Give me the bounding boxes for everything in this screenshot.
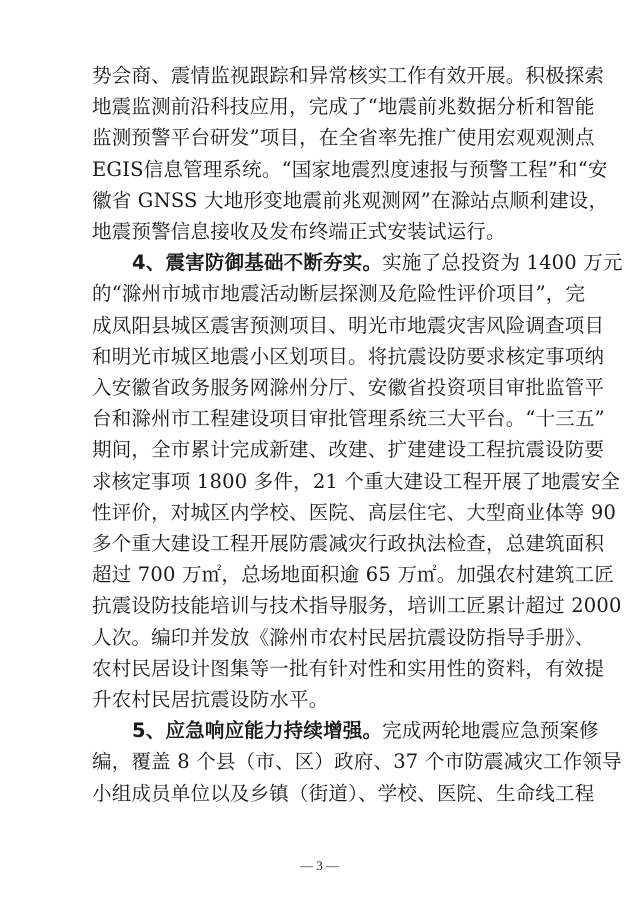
body-text-line: 求核定事项 1800 多件，21 个重大建设工程开展了地震安全 <box>92 469 621 493</box>
body-text-line: 监测预警平台研发”项目，在全省率先推广使用宏观观测点 <box>92 126 595 150</box>
page-number: — 3 — <box>300 858 339 873</box>
body-text-line: 抗震设防技能培训与技术指导服务，培训工匠累计超过 2000 <box>92 594 622 618</box>
body-text-line: 超过 700 万㎡，总场地面积逾 65 万㎡。加强农村建筑工匠 <box>92 563 615 587</box>
body-text-line: 多个重大建设工程开展防震减灾行政执法检查，总建筑面积 <box>92 532 605 555</box>
body-text-line: 农村民居设计图集等一批有针对性和实用性的资料，有效提 <box>92 656 605 680</box>
section-4-heading: 4、震害防御基础不断夯实。 <box>132 251 383 275</box>
body-text-line: 台和滁州市工程建设项目审批管理系统三大平台。“十三五” <box>92 407 605 431</box>
body-text-line: 徽省 GNSS 大地形变地震前兆观测网”在滁站点顺利建设， <box>92 188 609 212</box>
body-text-line: 小组成员单位以及乡镇（街道）、学校、医院、生命线工程 <box>92 781 595 805</box>
body-text-line: 入安徽省政务服务网滁州分厅、安徽省投资项目审批监管平 <box>92 376 605 399</box>
body-text-line: 和明光市城区地震小区划项目。将抗震设防要求核定事项纳 <box>92 344 605 368</box>
body-text-line: 势会商、震情监视跟踪和异常核实工作有效开展。积极探索 <box>92 64 605 87</box>
section-4-first-line-text: 实施了总投资为 1400 万元 <box>382 251 623 275</box>
body-text-line: 地震预警信息接收及发布终端正式安装试运行。 <box>92 220 506 243</box>
body-text-line: 升农村民居抗震设防水平。 <box>92 688 329 711</box>
section-5-first-line <box>132 715 599 747</box>
section-5-first-line-text: 完成两轮地震应急预案修 <box>382 719 599 743</box>
body-text-line: 成凤阳县城区震害预测项目、明光市地震灾害风险调查项目 <box>92 313 605 337</box>
body-text-line: 地震监测前沿科技应用，完成了“地震前兆数据分析和智能 <box>92 95 595 119</box>
section-5-heading: 5、应急响应能力持续增强。 <box>132 719 383 743</box>
body-text-line: 的“滁州市城市地震活动断层探测及危险性评价项目”，完 <box>92 282 586 306</box>
body-text-line: 期间，全市累计完成新建、改建、扩建建设工程抗震设防要 <box>92 438 605 462</box>
body-text-line: EGIS信息管理系统。“国家地震烈度速报与预警工程”和“安 <box>92 157 608 181</box>
section-4-first-line <box>132 247 623 279</box>
body-text-line: 人次。编印并发放《滁州市农村民居抗震设防指导手册》、 <box>92 625 595 649</box>
body-text-line: 性评价，对城区内学校、医院、高层住宅、大型商业体等 90 <box>92 500 617 524</box>
body-text-line: 编，覆盖 8 个县（市、区）政府、37 个市防震减灾工作领导 <box>92 750 622 774</box>
